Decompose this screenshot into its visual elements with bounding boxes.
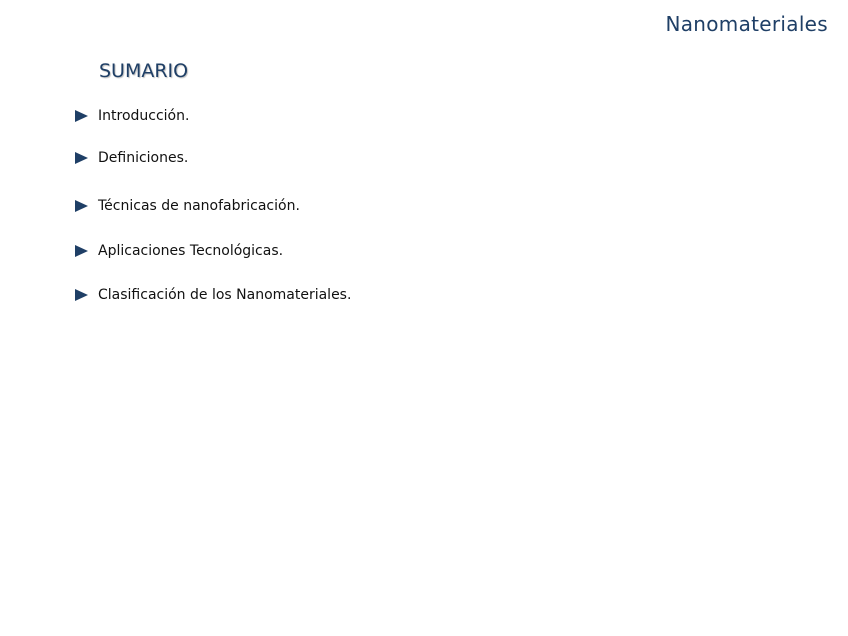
- summary-item-label: Técnicas de nanofabricación.: [98, 198, 300, 214]
- right-triangle-arrow-icon: [75, 200, 88, 212]
- summary-item-label: Definiciones.: [98, 150, 189, 166]
- summary-item-introduccion: [75, 106, 189, 126]
- right-triangle-arrow-icon: [75, 152, 88, 164]
- right-triangle-arrow-icon: [75, 245, 88, 257]
- summary-item-aplicaciones: [75, 241, 283, 261]
- summary-item-label: Introducción.: [98, 108, 190, 124]
- right-triangle-arrow-icon: [75, 289, 88, 301]
- summary-item-definiciones: [75, 148, 188, 168]
- summary-item-label: Aplicaciones Tecnológicas.: [98, 243, 284, 259]
- right-triangle-arrow-icon: [75, 110, 88, 122]
- presentation-header-title: Nanomateriales: [665, 12, 828, 36]
- summary-item-label: Clasificación de los Nanomateriales.: [98, 287, 352, 303]
- slide-title: SUMARIO: [99, 60, 189, 82]
- summary-item-tecnicas: [75, 196, 300, 216]
- summary-item-clasificacion: [75, 285, 351, 305]
